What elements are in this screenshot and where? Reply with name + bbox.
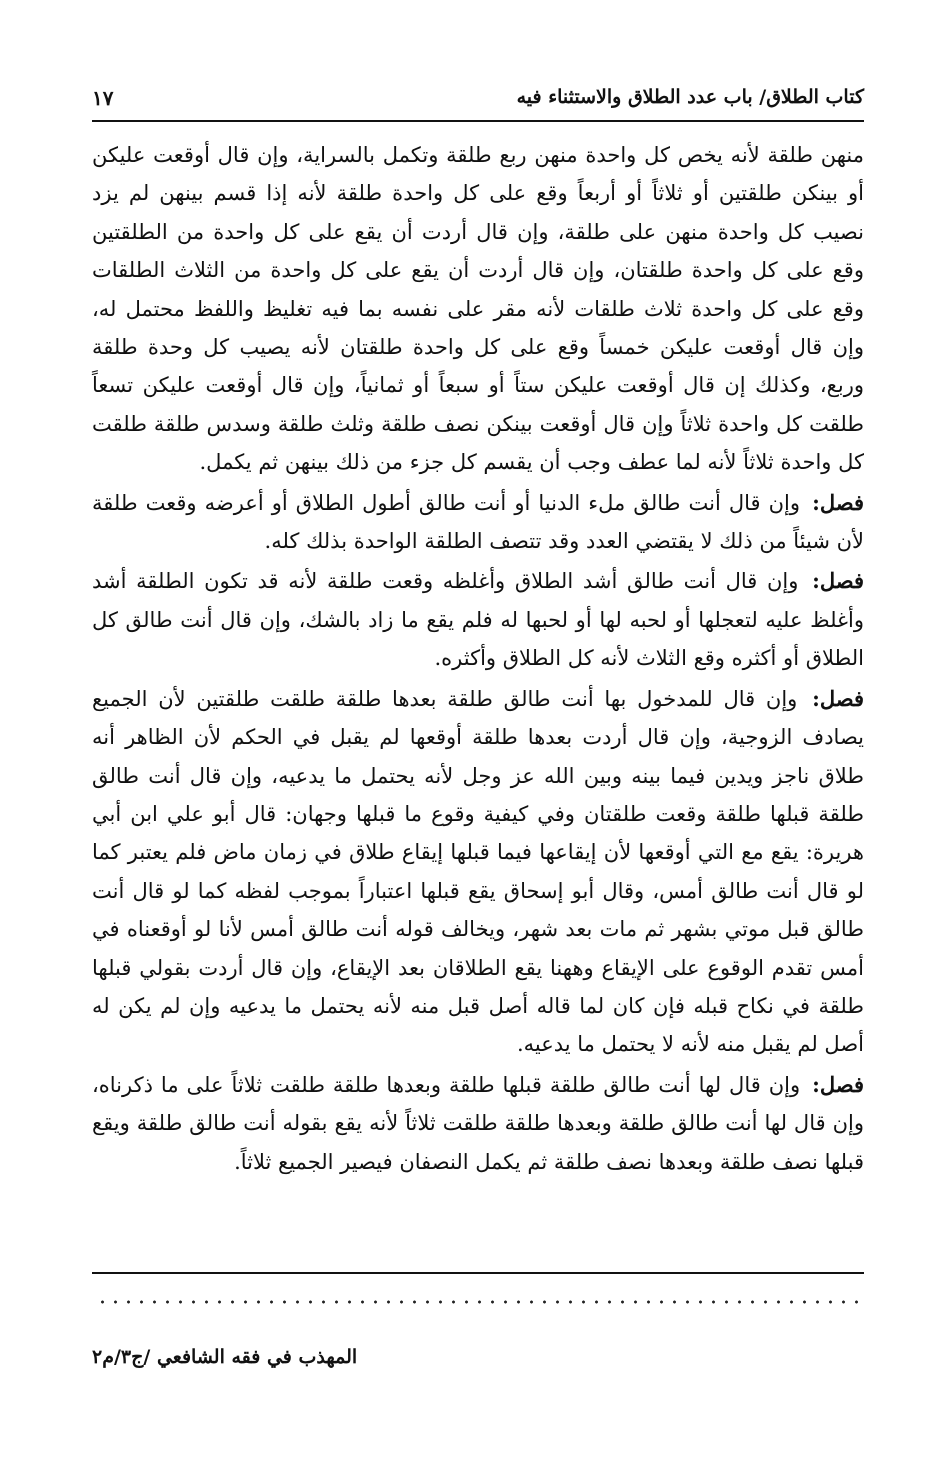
body-text (92, 136, 864, 1181)
paragraph (92, 562, 864, 677)
section-lead: فصل: (812, 1071, 864, 1097)
page-footer (92, 1346, 372, 1368)
paragraph (92, 136, 864, 482)
section-lead: فصل: (812, 568, 864, 594)
paragraph (92, 484, 864, 561)
paragraph (92, 1066, 864, 1181)
paragraph (92, 680, 864, 1064)
footer-text: المهذب في فقه الشافعي /ج٣/م٢ (92, 1346, 358, 1368)
section-lead: فصل: (812, 489, 864, 515)
page-header (92, 86, 864, 122)
section-lead: فصل: (812, 685, 864, 711)
footnote-divider (92, 1272, 864, 1274)
page-number: ١٧ (92, 86, 114, 110)
paragraph-text: وإن قال أنت طالق أشد الطلاق وأغلظه وقعت طلقة لأنه قد تكون الطلقة أشد وأغلظ عليه لتعجلها أو لحبه لها أو لحبها له فلم يقع ما زاد بالشك، وإن قال أنت طالق كل الطلاق أو أكثره وقع الثلاث لأنه كل الطلاق وأكثره. (92, 569, 864, 671)
paragraph-text: وإن قال للمدخول بها أنت طالق طلقة بعدها طلقة طلقت طلقتين لأن الجميع يصادف الزوجية، وإن قال أردت بعدها طلقة أوقعها لم يقبل في الحكم لأن الظاهر أنه طلاق ناجز ويدين فيما بينه وبين الله عز وجل لأنه يحتمل ما يدعيه، وإن قال أنت طالق طلقة قبلها طلقة وقعت طلقتان وفي كيفية وقوع ما قبلها وجهان: قال أبو علي ابن أبي هريرة: يقع مع التي أوقعها لأن إيقاعها فيما قبلها إيقاع طلاق في زمان ماض فلم يعتبر كما لو قال أنت طالق أمس، وقال أبو إسحاق يقع قبلها اعتباراً بموجب لفظه كما لو قال أنت طالق قبل موتي بشهر ثم مات بعد شهر، ويخالف قوله أنت طالق أمس لأنا لو أوقعناه في أمس تقدم الوقوع على الإيقاع وههنا يقع الطلاقان بعد الإيقاع، وإن قال أردت بقولي قبلها طلقة في نكاح قبله فإن كان لما قاله أصل قبل منه لأنه يحتمل ما يدعيه وإن لم يكن له أصل لم يقبل منه لأنه لا يحتمل ما يدعيه. (92, 686, 864, 1057)
paragraph-text: وإن قال أنت طالق ملء الدنيا أو أنت طالق أطول الطلاق أو أعرضه وقعت طلقة لأن شيئاً من ذلك لا يقتضي العدد وقد تتصف الطلقة الواحدة بذلك كله. (92, 490, 864, 554)
dotted-separator (96, 1296, 864, 1308)
paragraph-text: منهن طلقة لأنه يخص كل واحدة منهن ربع طلقة وتكمل بالسراية، وإن قال أوقعت عليكن أو بينكن طلقتين أو ثلاثاً أو أربعاً وقع على كل واحدة طلقة لأنه إذا قسم بينهن لم يزد نصيب كل واحدة منهن على طلقة، وإن قال أردت أن يقع على كل واحدة من الطلقتين وقع على كل واحدة طلقتان، وإن قال أردت أن يقع على كل واحدة من الثلاث الطلقات وقع على كل واحدة ثلاث طلقات لأنه مقر على نفسه بما فيه تغليظ واللفظ محتمل له، وإن قال أوقعت عليكن خمساً وقع على كل واحدة طلقتان لأنه يصيب كل وحدة طلقة وربع، وكذلك إن قال أوقعت عليكن ستاً أو سبعاً أو ثمانياً، وإن قال أوقعت عليكن تسعاً طلقت كل واحدة ثلاثاً وإن قال أوقعت بينكن نصف طلقة وثلث طلقة وسدس طلقة طلقت كل واحدة ثلاثاً لأنه لما عطف وجب أن يقسم كل جزء من ذلك بينهن ثم يكمل. (92, 143, 864, 475)
paragraph-text: وإن قال لها أنت طالق طلقة قبلها طلقة وبعدها طلقة طلقت ثلاثاً على ما ذكرناه، وإن قال لها أنت طالق طلقة وبعدها طلقة طلقت ثلاثاً لأنه يقع بقوله أنت طالق طلقة ويقع قبلها نصف طلقة وبعدها نصف طلقة ثم يكمل النصفان فيصير الجميع ثلاثاً. (92, 1072, 864, 1174)
running-title: كتاب الطلاق/ باب عدد الطلاق والاستثناء فيه (516, 86, 864, 108)
